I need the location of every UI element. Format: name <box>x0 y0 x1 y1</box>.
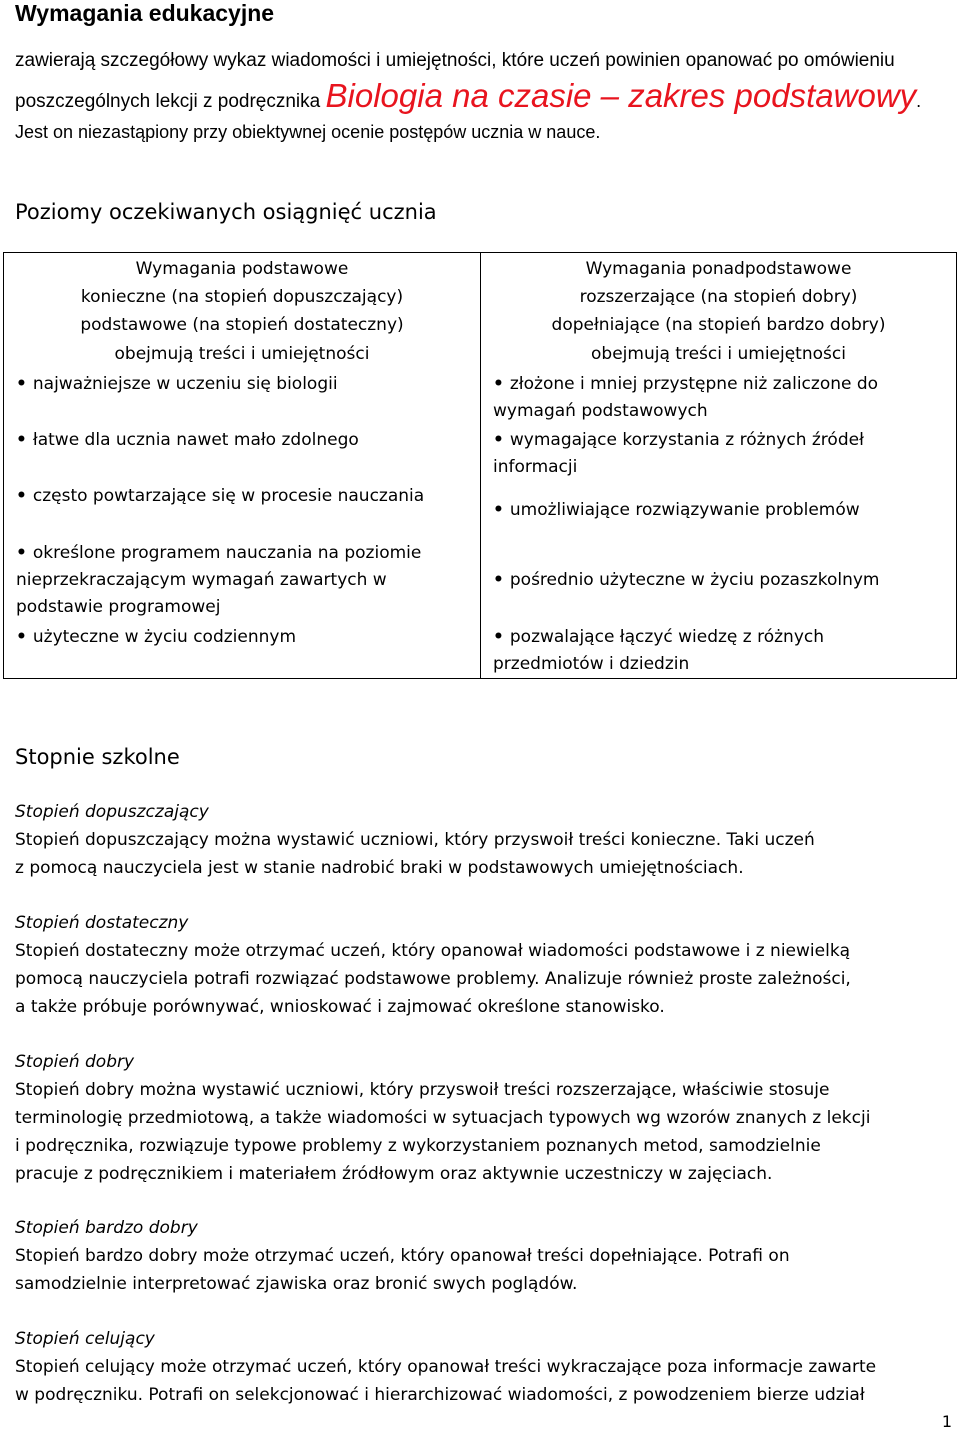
grade-text-line: pracuje z podręcznikiem i materiałem źródłowym oraz aktywnie uczestniczy w zajęciach. <box>15 1164 773 1184</box>
grade-text-line: a także próbuje porównywać, wnioskować i zajmować określone stanowisko. <box>15 997 665 1017</box>
extended-header-line: dopełniające (na stopień bardzo dobry) <box>551 315 886 335</box>
grade-text-line: Stopień dostateczny może otrzymać uczeń, który opanował wiadomości podstawowe i z niewielką <box>15 941 851 961</box>
grade-text-line: pomocą nauczyciela potrafi rozwiązać podstawowe problemy. Analizuje również proste zależności, <box>15 969 851 989</box>
extended-header-line: Wymagania ponadpodstawowe <box>585 259 852 279</box>
basic-header-line: konieczne (na stopień dopuszczający) <box>80 287 404 307</box>
basic-header-line: Wymagania podstawowe <box>135 259 349 279</box>
list-item: • złożone i mniej przystępne niż zaliczone do wymagań podstawowych <box>493 374 879 421</box>
basic-header-line: podstawowe (na stopień dostateczny) <box>80 315 404 335</box>
grade-section-dobry <box>15 1048 950 1188</box>
levels-section-title: Poziomy oczekiwanych osiągnięć ucznia <box>15 200 437 224</box>
grade-section-celujacy <box>15 1325 950 1409</box>
grade-section-dostateczny <box>15 909 950 1021</box>
extended-requirements-column <box>480 253 956 678</box>
intro-text-end: . Jest on niezastąpiony przy obiektywnej ocenie postępów ucznia w nauce. <box>15 91 922 142</box>
grade-text-line: Stopień bardzo dobry może otrzymać uczeń, który opanował treści dopełniające. Potrafi on <box>15 1246 790 1266</box>
grade-section-bardzo-dobry <box>15 1214 950 1298</box>
grade-text-line: w podręczniku. Potrafi on selekcjonować i hierarchizować wiadomości, z powodzeniem bierze udział <box>15 1385 865 1405</box>
intro-paragraph <box>15 46 945 148</box>
basic-requirements-column <box>4 253 480 678</box>
grade-text-line: terminologię przedmiotową, a także wiadomości w sytuacjach typowych wg wzorów znanych z lekcji <box>15 1108 871 1128</box>
page-number: 1 <box>941 1412 952 1431</box>
requirements-table <box>3 252 957 679</box>
intro-text-start: zawierają szczegółowy wykaz wiadomości i umiejętności, które uczeń powinien opanować po omówieniu poszczególnych lekcji z podręcznika <box>15 50 895 112</box>
grade-title: Stopień dobry <box>15 1052 135 1072</box>
grade-text-line: i podręcznika, rozwiązuje typowe problemy z wykorzystaniem poznanych metod, samodzielnie <box>15 1136 821 1156</box>
extended-header-line: rozszerzające (na stopień dobry) <box>579 287 858 307</box>
document-title: Wymagania edukacyjne <box>15 0 275 26</box>
list-item: • umożliwiające rozwiązywanie problemów <box>493 500 860 520</box>
grade-text-line: Stopień dopuszczający można wystawić uczniowi, który przyswoił treści konieczne. Taki uczeń <box>15 830 815 850</box>
grade-text-line: samodzielnie interpretować zjawiska oraz bronić swych poglądów. <box>15 1274 578 1294</box>
grade-title: Stopień bardzo dobry <box>15 1218 198 1238</box>
grade-text-line: z pomocą nauczyciela jest w stanie nadrobić braki w podstawowych umiejętnościach. <box>15 858 744 878</box>
list-item: • pozwalające łączyć wiedzę z różnych przedmiotów i dziedzin <box>493 627 825 674</box>
grades-section-title: Stopnie szkolne <box>15 745 180 769</box>
grade-title: Stopień celujący <box>15 1329 155 1349</box>
list-item: • wymagające korzystania z różnych źródeł informacji <box>493 430 864 477</box>
list-item: • często powtarzające się w procesie nauczania <box>16 486 425 506</box>
book-title: Biologia na czasie – zakres podstawowy <box>325 77 917 114</box>
list-item: • określone programem nauczania na poziomie nieprzekraczającym wymagań zawartych w podstawie programowej <box>16 543 422 617</box>
list-item: • użyteczne w życiu codziennym <box>16 627 297 647</box>
grade-text-line: Stopień dobry można wystawić uczniowi, który przyswoił treści rozszerzające, właściwie stosuje <box>15 1080 830 1100</box>
extended-header-line: obejmują treści i umiejętności <box>591 344 846 364</box>
grade-text-line: Stopień celujący może otrzymać uczeń, który opanował treści wykraczające poza informacje zawarte <box>15 1357 877 1377</box>
basic-header-line: obejmują treści i umiejętności <box>114 344 370 364</box>
list-item: • łatwe dla ucznia nawet mało zdolnego <box>16 430 359 450</box>
grade-title: Stopień dostateczny <box>15 913 189 933</box>
list-item: • najważniejsze w uczeniu się biologii <box>16 374 338 394</box>
list-item: • pośrednio użyteczne w życiu pozaszkolnym <box>493 570 880 590</box>
grade-title: Stopień dopuszczający <box>15 802 209 822</box>
grade-section-dopuszczajacy <box>15 798 950 882</box>
